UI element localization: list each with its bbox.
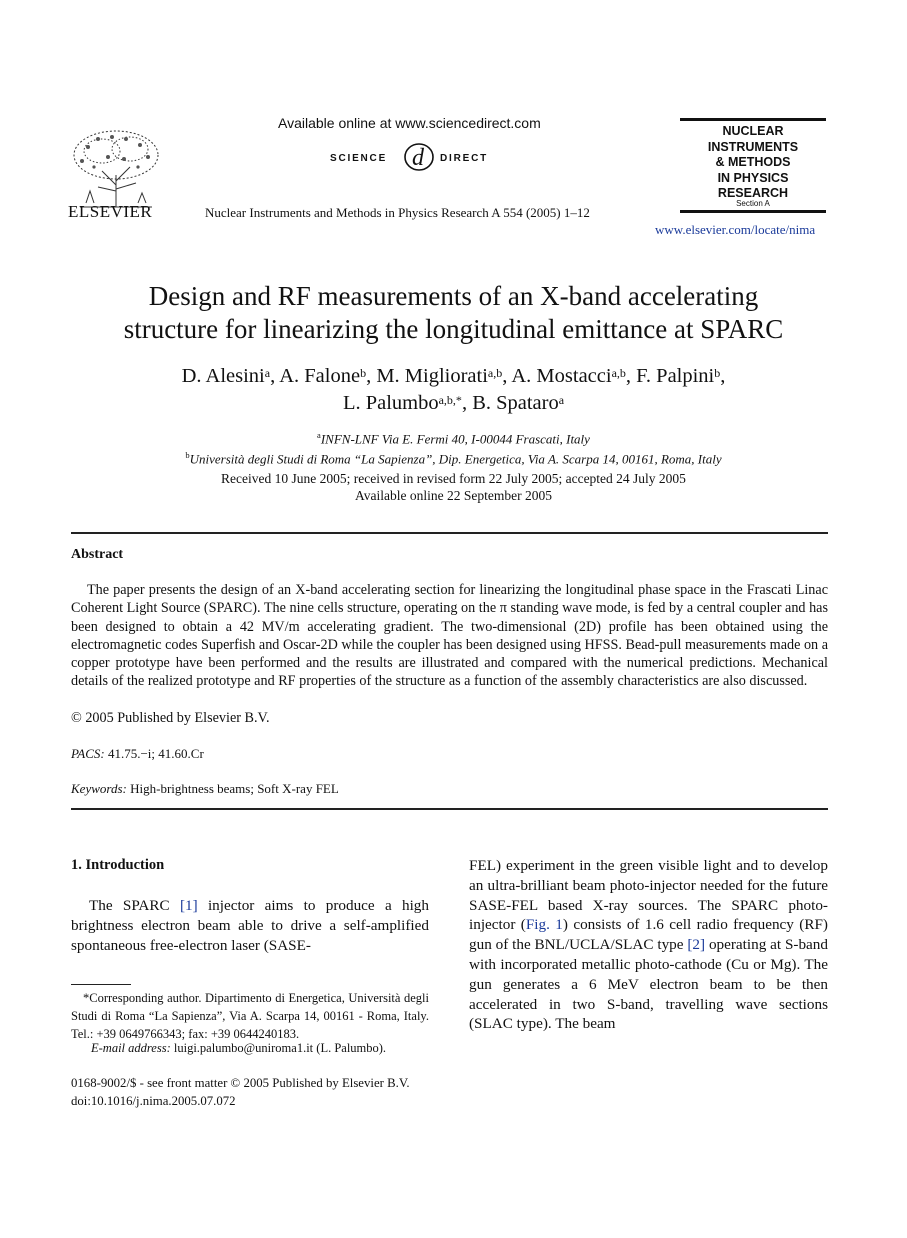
keywords [71,781,339,797]
sciencedirect-logo [330,138,510,174]
intro-paragraph-col2 [469,856,828,1034]
article-title-line: structure for linearizing the longitudinal emittance at SPARC [123,314,784,344]
body-text: ) consists of 1.6 cell radio frequency (RF) gun of the BNL/UCLA/SLAC type [469,916,828,954]
body-text: injector aims to produce a high brightness electron beam able to drive a self-amplified spontaneous free-electron laser (SASE- [71,897,429,954]
journal-title-line: RESEARCH [717,186,789,200]
doi-line[interactable]: doi:10.1016/j.nima.2005.07.072 [71,1094,236,1108]
figure-link[interactable]: Fig. 1 [525,916,563,934]
author-affiliation-mark: a,b [487,366,503,380]
journal-title-line: & METHODS [715,155,791,169]
journal-title-line: IN PHYSICS [717,170,789,185]
journal-rule-top [680,118,826,121]
affiliation-text: INFN-LNF Via E. Fermi 40, I-00044 Frascati, Italy [320,431,590,447]
sciencedirect-d-icon [405,144,433,171]
reference-link[interactable]: [2] [687,936,706,954]
journal-title-line: NUCLEAR [722,124,784,138]
pacs-label: PACS: [71,746,105,761]
journal-title-box [680,118,826,216]
affiliation-line [40,447,867,467]
abstract-text: The paper presents the design of an X-band accelerating section for linearizing the longitudinal phase space in the Frascati Linac Coherent Light Source (SPARC). The nine cells structure, operating on the π standing wave mode, is fed by a central coupler and has been designed to obtain a 42 MV/m accelerating gradient. The two-dimensional (2D) profile has been obtained using the electromagnetic codes Superfish and Oscar-2D while the coupler has been designed using HFSS. Bead-pull measurements made on a copper prototype have been performed and the results are illustrated and compared with the numerical predictions. Mechanical details of the realized prototype and RF properties of the structure as a function of the assembly characteristics are also discussed. [71,582,828,690]
corresponding-author-note: *Corresponding author. Dipartimento di Energetica, Università degli Studi di Roma “La Sapienza”, Via A. Scarpa 14, 00161 - Roma, Italy. Tel.: +39 0649766343; fax: +39 0644240183. [71,991,429,1041]
abstract-heading: Abstract [71,547,124,562]
svg-text:d: d [412,145,424,171]
author-affiliation-mark: a [264,366,271,380]
author-affiliation-mark: a,b,* [438,393,462,407]
keywords-value: High-brightness beams; Soft X-ray FEL [130,781,339,796]
author-name[interactable]: B. Spataro [472,392,559,414]
divider-top [71,532,828,534]
affiliation-mark: b [185,450,190,461]
front-matter-info [71,1074,410,1110]
received-dates: Received 10 June 2005; received in revised form 22 July 2005; accepted 24 July 2005 [221,471,686,486]
author-name[interactable]: F. Palpini [636,365,715,387]
author-affiliation-mark: b [360,366,367,380]
journal-citation: Nuclear Instruments and Methods in Physics Research A 554 (2005) 1–12 [205,205,590,220]
author-affiliation-mark: a [558,393,565,407]
email-label: E-mail address: [91,1041,171,1055]
journal-title [680,124,826,202]
article-title-line: Design and RF measurements of an X-band accelerating [148,281,759,311]
journal-section: Section A [736,199,770,208]
divider-bottom [71,808,828,810]
available-online-date: Available online 22 September 2005 [355,488,552,503]
sciencedirect-right-text: DIRECT [440,153,489,164]
journal-rule-bottom [680,210,826,213]
email-note [71,1039,429,1057]
section-heading-introduction: 1. Introduction [71,857,165,873]
affiliations [40,427,867,468]
affiliation-line [40,427,867,447]
keywords-label: Keywords: [71,781,127,796]
journal-url-link[interactable]: www.elsevier.com/locate/nima [655,222,816,237]
article-title [40,280,867,346]
available-online-text[interactable]: Available online at www.sciencedirect.com [278,115,541,131]
author-name[interactable]: A. Mostacci [511,365,612,387]
publisher-name: ELSEVIER [68,202,153,221]
author-name[interactable]: L. Palumbo [342,392,439,414]
email-value[interactable]: luigi.palumbo@uniroma1.it (L. Palumbo). [173,1041,387,1055]
author-affiliation-mark: b [714,366,721,380]
body-text: FEL) experiment in the green visible light and to develop an ultra-brilliant beam photo-injector needed for the future SASE-FEL based X-ray sources. The SPARC photo-injector ( [469,857,828,934]
affiliation-mark: a [317,430,321,440]
reference-link[interactable]: [1] [179,897,198,914]
sciencedirect-left-text: SCIENCE [330,153,388,164]
abstract-copyright: © 2005 Published by Elsevier B.V. [71,710,270,726]
author-name[interactable]: M. Migliorati [376,365,488,387]
article-history [40,470,867,504]
issn-line: 0168-9002/$ - see front matter © 2005 Published by Elsevier B.V. [71,1076,410,1090]
author-name[interactable]: A. Falone [279,365,361,387]
pacs-codes [71,746,204,762]
footnote-rule [71,984,131,985]
author-list: D. Alesini$^a$, A. Falone$^b$, M. Migliorati$^{a,b}$, A. Mostacci$^{a,b}$, F. Palpini$^b$, L. Palumbo$^{a,b,*}$, B. Spataro$^a$ [181,365,726,414]
body-text: operating at S-band with incorporated metallic photo-cathode (Cu or Mg). The gun generates a 6 MeV electron beam to be then accelerated in two S-band, travelling wave sections (SLAC type). The beam [469,936,828,1033]
pacs-value: 41.75.−i; 41.60.Cr [107,746,204,761]
author-name[interactable]: D. Alesini [181,365,265,387]
body-text: The SPARC [89,897,180,914]
intro-paragraph-col1 [71,896,429,955]
journal-title-line: INSTRUMENTS [707,139,799,154]
affiliation-text: Università degli Studi di Roma “La Sapienza”, Dip. Energetica, Via A. Scarpa 14, 00161, Roma, Italy [189,451,722,467]
author-affiliation-mark: a,b [611,366,626,380]
